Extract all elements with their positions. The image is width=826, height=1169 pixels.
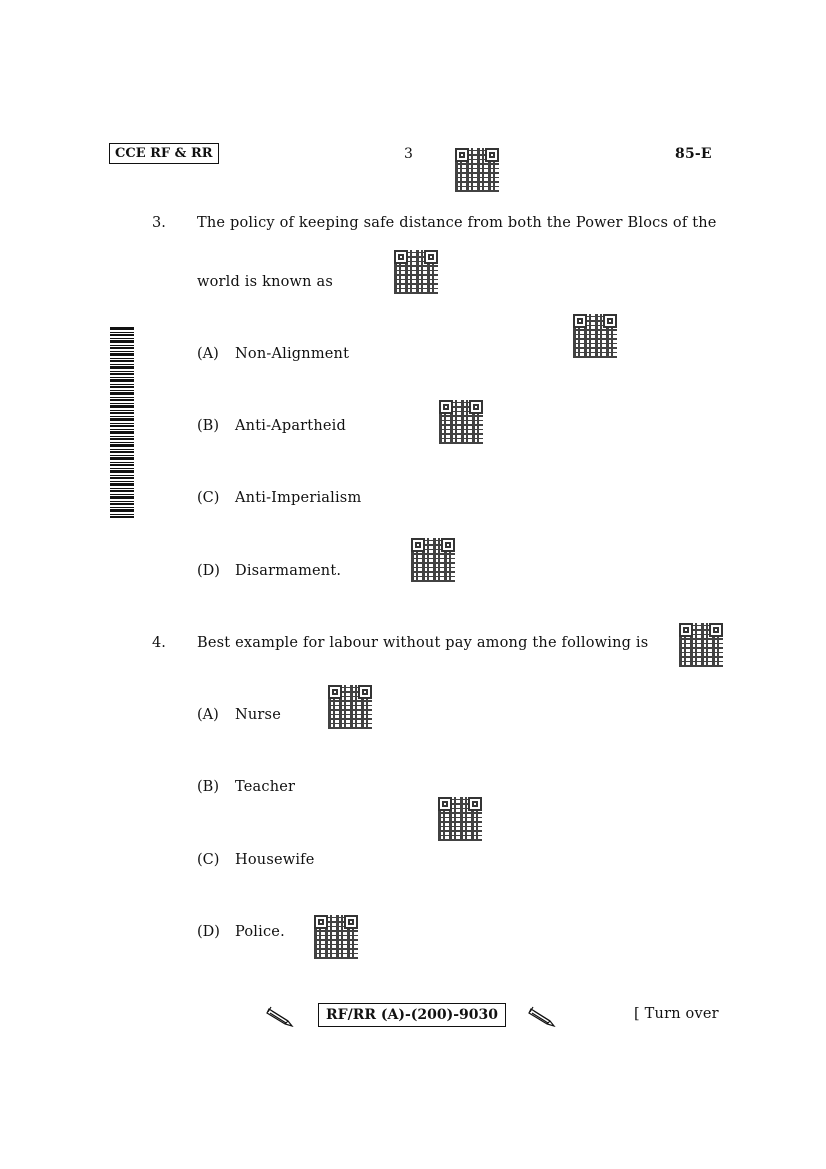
qr-code-icon [573,314,617,358]
qr-code-icon [314,915,358,959]
option-text: Police. [235,924,285,940]
option-label: (D) [197,924,220,940]
qr-code-icon [679,623,723,667]
option-label: (B) [197,418,219,434]
option-label: (C) [197,852,220,868]
question-text-continued: world is known as [197,274,333,290]
option-text: Non-Alignment [235,346,350,362]
barcode-icon [110,326,134,518]
option-text: Nurse [235,707,281,723]
qr-code-icon [411,538,455,582]
qr-code-icon [439,400,483,444]
question-text: The policy of keeping safe distance from both the Power Blocs of the [197,215,717,231]
qr-code-icon [328,685,372,729]
page-number: 3 [404,146,414,162]
option-label: (D) [197,563,220,579]
option-text: Anti-Apartheid [235,418,346,434]
qr-code-icon [438,797,482,841]
qr-code-icon [455,148,499,192]
option-text: Teacher [235,779,296,795]
pencil-icon [528,1005,558,1027]
turn-over-note: [ Turn over [634,1006,719,1022]
question-number: 4. [152,635,166,651]
option-label: (C) [197,490,220,506]
option-label: (A) [197,707,219,723]
option-text: Disarmament. [235,563,342,579]
qr-code-icon [394,250,438,294]
option-text: Anti-Imperialism [235,490,362,506]
pencil-icon [266,1005,296,1027]
question-text: Best example for labour without pay among the following is [197,635,649,651]
option-label: (B) [197,779,219,795]
paper-code-box: RF/RR (A)-(200)-9030 [318,1003,506,1027]
option-text: Housewife [235,852,315,868]
header-code-box: CCE RF & RR [109,143,219,164]
question-number: 3. [152,215,166,231]
paper-subject-code: 85-E [675,146,712,162]
option-label: (A) [197,346,219,362]
